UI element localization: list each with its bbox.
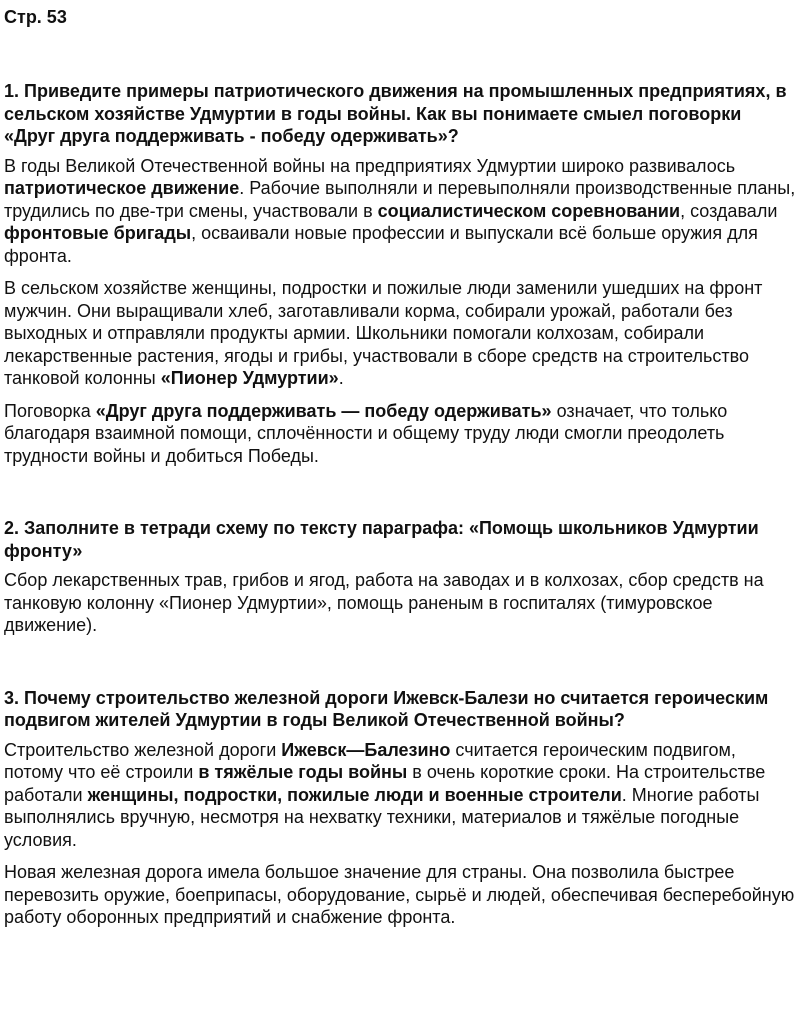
section-2 [4,517,796,637]
text-run: Строительство железной дороги [4,739,282,760]
bold-term: Ижевск—Балезино [281,739,451,760]
text-run: . [338,368,344,388]
page-number: Стр. 53 [4,7,67,27]
section-1 [4,80,796,467]
section-gap [4,647,796,687]
question-1: 1. Приведите примеры патриотического движения на промышленных предприятиях, в сельском хозяйстве Удмуртии в годы войны. Как вы понимаете смыел поговорки «Друг друга поддерживать - победу одерживать»? [4,81,787,146]
text-run: означает, что только благодаря взаимной помощи, сплочённости и общему труду люди смогли преодолеть трудности войны и добиться Победы. [4,400,728,466]
text-run: в очень короткие сроки. На строительстве работали [4,762,766,805]
bold-term: фронтовые бригады [4,223,192,243]
answer-1-paragraph-1 [4,155,796,268]
answer-2-paragraph-1 [4,569,796,637]
answer-3-paragraph-1 [4,739,796,852]
text-run: Сбор лекарственных трав, грибов и ягод, работа на заводах и в колхозах, сбор средств на танковую колонну «Пионер Удмуртии», помощь раненым в госпиталях (тимуровское движение). [4,570,764,635]
bold-term: социалистическом соревновании [377,200,681,221]
answer-1-paragraph-3 [4,400,796,468]
answer-1-paragraph-2 [4,277,796,390]
answer-3-paragraph-2 [4,861,796,929]
section-gap [4,477,796,517]
text-run: . Многие работы выполнялись вручную, несмотря на нехватку техники, материалов и тяжёлые погодные условия. [4,784,760,850]
text-run: Поговорка [4,400,96,421]
text-run: В годы Великой Отечественной войны на предприятиях Удмуртии широко развивалось [4,155,736,176]
text-run: Новая железная дорога имела большое значение для страны. Она позволила быстрее перевозить оружие, боеприпасы, оборудование, сырьё и людей, обеспечивая бесперебойную работу оборонных предприятий и снабжение фронта. [4,862,795,927]
text-run: считается героическим подвигом, потому что её строили [4,739,736,782]
bold-term: «Друг друга поддерживать — победу одерживать» [95,400,552,421]
text-run: , создавали [680,200,778,221]
question-2: 2. Заполните в тетради схему по тексту параграфа: «Помощь школьников Удмуртии фронту» [4,518,759,561]
text-run: . Рабочие выполняли и перевыполняли производственные планы, трудились по две-три смены, участвовали в [4,178,796,221]
bold-term: патриотическое движение [4,178,240,198]
section-3 [4,687,796,929]
bold-term: «Пионер Удмуртии» [160,368,339,388]
question-3: 3. Почему строительство железной дороги Ижевск-Балези но считается героическим подвигом жителей Удмуртии в годы Великой Отечественной войны? [4,687,769,730]
bold-term: в тяжёлые годы войны [198,762,408,782]
text-run: , осваивали новые профессии и выпускали всё больше оружия для фронта. [4,223,758,266]
text-run: В сельском хозяйстве женщины, подростки и пожилые люди заменили ушедших на фронт мужчин. Они выращивали хлеб, заготавливали корма, собирали урожай, работали без выходных и отправляли продукты армии. Школьники помогали колхозам, собирали лекарственные растения, ягоды и грибы, участвовали в сборе средств на строительство танковой колонны [4,278,763,388]
bold-term: женщины, подростки, пожилые люди и военные строители [87,784,622,805]
